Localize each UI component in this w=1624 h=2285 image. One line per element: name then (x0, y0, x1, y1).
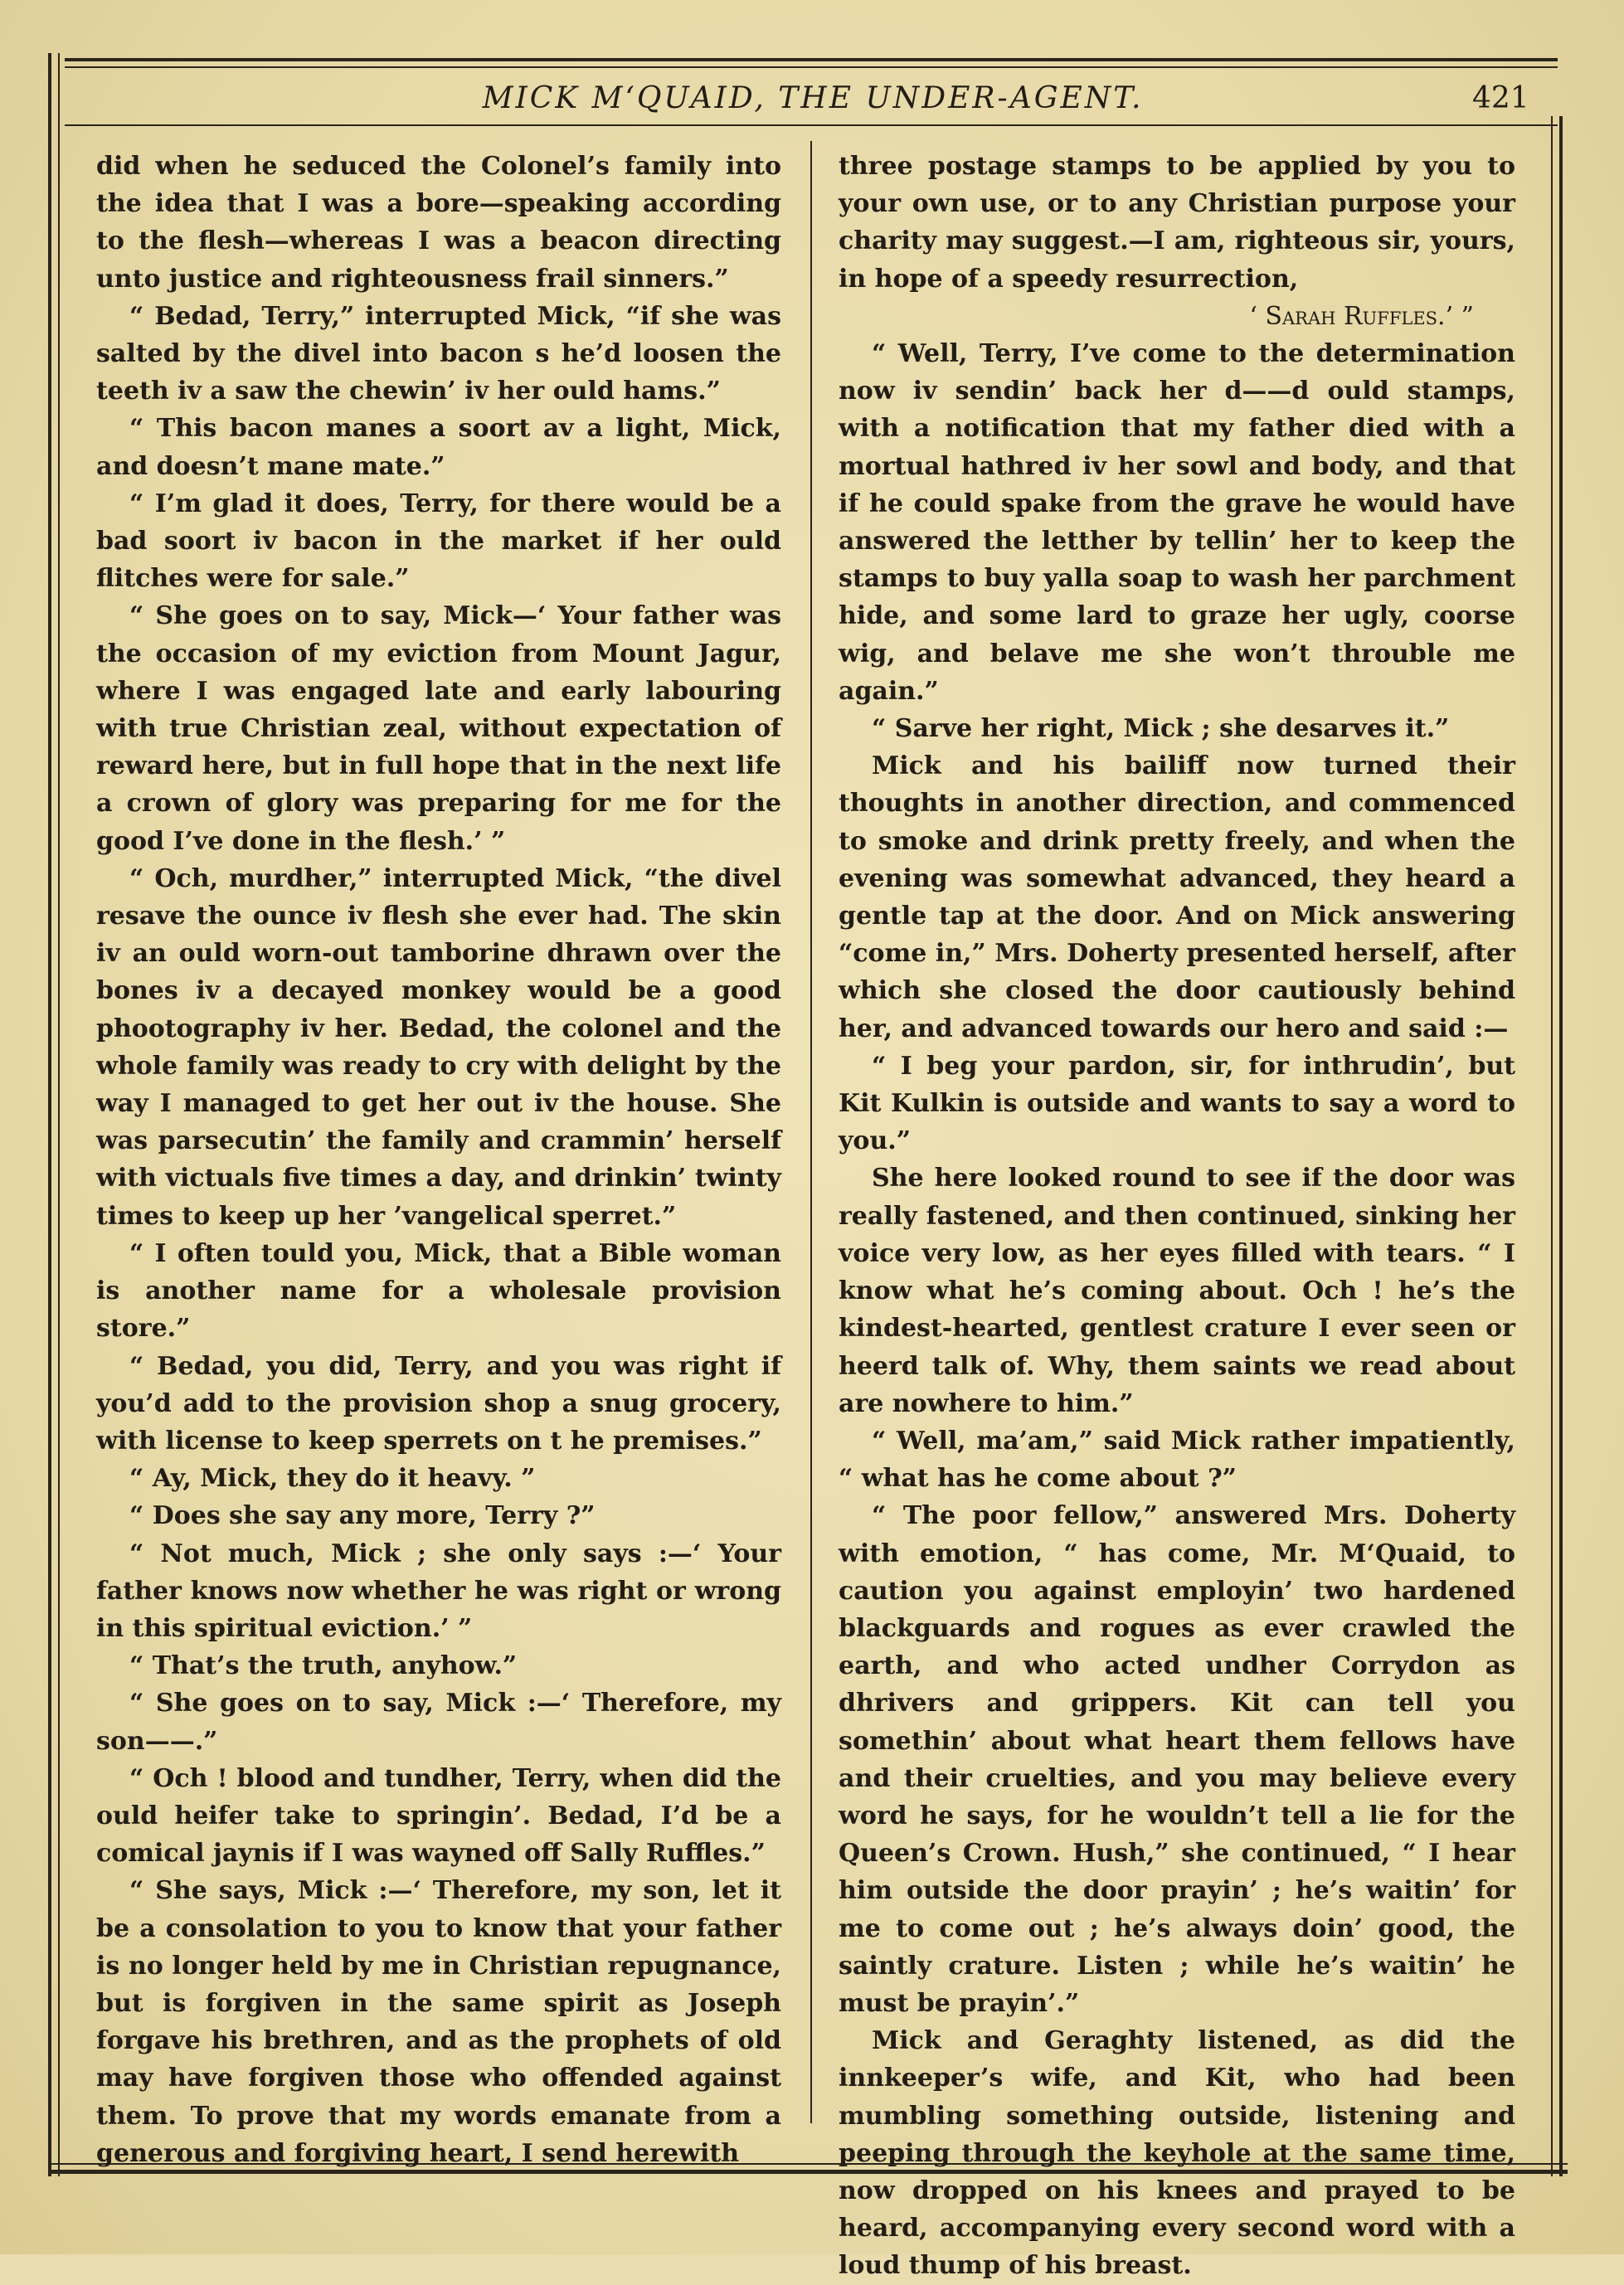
paragraph: “ This bacon manes a soort av a light, Mick, and doesn’t mane mate.” (96, 414, 781, 481)
paragraph: She here looked round to see if the door was really fastened, and then continued, sinking her voice very low, as her eyes filled with tears. “ I know what he’s coming about. Och ! he’s the kindest-hearted, gentlest crature I ever seen or heerd talk of. Why, them saints we read about are nowhere to him.” (839, 1164, 1515, 1418)
paragraph: “ Well, Terry, I’ve come to the determination now iv sendin’ back her d——d ould stamps, with a notification that my father died with a mortual hathred iv her sowl and body, and that if he could spake from the grave he would have answered the letther by tellin’ her to keep the stamps to buy yalla soap to wash her parchment hide, and some lard to graze her ugly, coorse wig, and belave me she won’t throuble me again.” (839, 339, 1515, 706)
paragraph: “ Does she say any more, Terry ?” (129, 1501, 596, 1531)
running-title: MICK M‘QUAID, THE UNDER-AGENT. (482, 81, 1144, 115)
top-rule-thick (65, 58, 1558, 61)
paragraph: “ The poor fellow,” answered Mrs. Doherty with emotion, “ has come, Mr. M‘Quaid, to caution you against employin’ two hardened blackguards and rogues as ever crawled the earth, and who acted undher Corrydon as dhrivers and grippers. Kit can tell you somethin’ about what heart them fellows have and their cruelties, and you may believe every word he says, for he wouldn’t tell a lie for the Queen’s Crown. Hush,” she continued, “ I hear him outside the door prayin’ ; he’s waitin’ for me to come out ; he’s always doin’ good, the saintly crature. Listen ; while he’s waitin’ he must be prayin’.” (839, 1501, 1515, 2018)
right-column (839, 148, 1515, 2285)
paragraph: “ Ay, Mick, they do it heavy. ” (129, 1464, 536, 1494)
page-number: 421 (1472, 81, 1529, 115)
paragraph: Mick and his bailiff now turned their thoughts in another direction, and commenced to smoke and drink pretty freely, and when the evening was somewhat advanced, they heard a gentle tap at the door. And on Mick answering “come in,” Mrs. Doherty presented herself, after which she closed the door cautiously behind her, and advanced towards our hero and said :— (839, 751, 1515, 1043)
paragraph: did when he seduced the Colonel’s family into the idea that I was a bore—speaking according to the flesh—whereas I was a beacon directing unto justice and righteousness frail sinners.” (96, 152, 781, 294)
paragraph: “ I’m glad it does, Terry, for there would be a bad soort iv bacon in the market if her ould flitches were for sale.” (96, 489, 781, 594)
paragraph: “ Och ! blood and tundher, Terry, when did the ould heifer take to springin’. Bedad, I’d be a comical jaynis if I was wayned off Sally Ruffles.” (96, 1763, 781, 1869)
paragraph: “ That’s the truth, anyhow.” (129, 1651, 518, 1681)
paragraph: three postage stamps to be applied by you to your own use, or to any Christian purpose your charity may suggest.—I am, righteous sir, yours, in hope of a speedy resurrection, (839, 152, 1515, 294)
right-border-outer (1559, 116, 1563, 2176)
top-rule-thin (65, 66, 1558, 68)
paragraph: “ I often tould you, Mick, that a Bible woman is another name for a wholesale provision store.” (96, 1238, 781, 1344)
paragraph: Mick and Geraghty listened, as did the innkeeper’s wife, and Kit, who had been mumbling something outside, listening and peeping through the keyhole at the same time, now dropped on his knees and prayed to be heard, accompanying every second word with a loud thump of his breast. (839, 2026, 1515, 2281)
paragraph: ‘ Sarah Ruffles.’ ” (1249, 301, 1474, 331)
paragraph: “ She goes on to say, Mick—‘ Your father was the occasion of my eviction from Mount Jagur, where I was engaged late and early labouring with true Christian zeal, without expectation of reward here, but in full hope that in the next life a crown of glory was preparing for me for the good I’ve done in the flesh.’ ” (96, 601, 781, 856)
left-column (96, 148, 781, 2172)
paragraph: “ She goes on to say, Mick :—‘ Therefore, my son——.” (96, 1689, 781, 1756)
paragraph: “ Bedad, you did, Terry, and you was right if you’d add to the provision shop a snug grocery, with license to keep sperrets on t he premises.” (96, 1351, 781, 1456)
paragraph: “ Bedad, Terry,” interrupted Mick, “if she was salted by the divel into bacon s he’d loosen the teeth iv a saw the chewin’ iv her ould hams.” (96, 301, 781, 406)
paragraph: “ Well, ma’am,” said Mick rather impatiently, “ what has he come about ?” (839, 1426, 1515, 1494)
paragraph: “ Not much, Mick ; she only says :—‘ Your father knows now whether he was right or wrong in this spiritual eviction.’ ” (96, 1539, 781, 1643)
left-border-inner (58, 53, 60, 2176)
left-border-outer (48, 53, 51, 2176)
paragraph: “ I beg your pardon, sir, for inthrudin’, but Kit Kulkin is outside and wants to say a word to you.” (839, 1051, 1515, 1156)
right-border-inner (1551, 116, 1553, 2176)
paragraph: “ Och, murdher,” interrupted Mick, “the divel resave the ounce iv flesh she ever had. The skin iv an ould worn-out tamborine dhrawn over the bones iv a decayed monkey would be a good phootography iv her. Bedad, the colonel and the whole family was ready to cry with delight by the way I managed to get her out iv the house. She was parsecutin’ the family and crammin’ herself with victuals five times a day, and drinkin’ twinty times to keep up her ’vangelical sperret.” (96, 863, 781, 1231)
column-divider (810, 141, 812, 2123)
paragraph: “ Sarve her right, Mick ; she desarves it.” (872, 714, 1450, 744)
header-rule (65, 124, 1558, 126)
paragraph: “ She says, Mick :—‘ Therefore, my son, let it be a consolation to you to know that your father is no longer held by me in Christian repugnance, but is forgiven in the same spirit as Joseph forgave his brethren, and as the prophets of old may have forgiven those who offended against them. To prove that my words emanate from a generous and forgiving heart, I send herewith (96, 1876, 781, 2168)
